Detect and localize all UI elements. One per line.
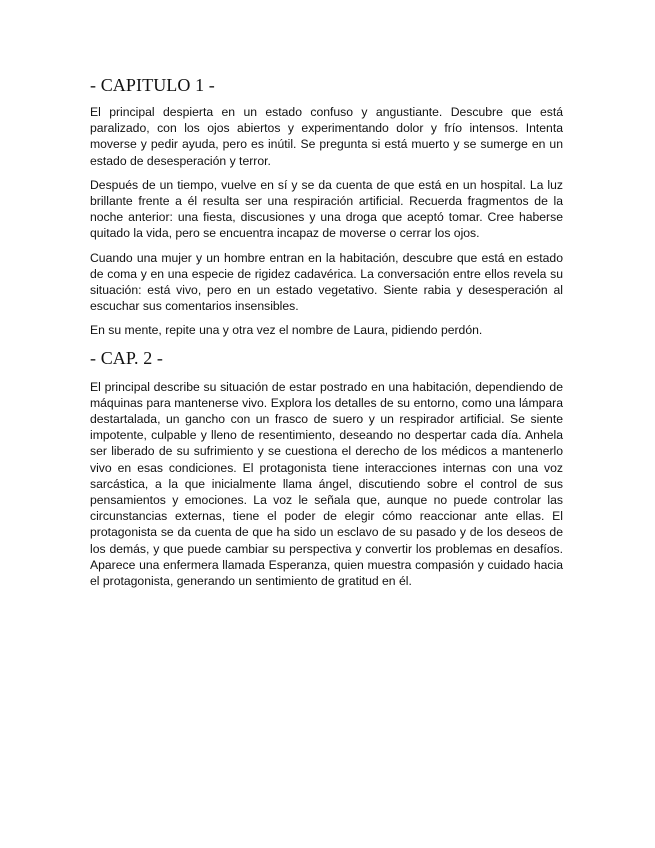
chapter-1-section (90, 74, 563, 339)
document-body (90, 74, 563, 589)
chapter-2-paragraph-1: El principal describe su situación de estar postrado en una habitación, dependiendo de máquinas para mantenerse vivo. Explora los detalles de su entorno, como una lámpara destartalada, un gancho con un frasco de suero y un respirador artificial. Se siente impotente, culpable y lleno de resentimiento, deseando no despertar cada día. Anhela ser liberado de su sufrimiento y se cuestiona el derecho de los médicos a mantenerlo vivo en esas condiciones. El protagonista tiene interacciones internas con una voz sarcástica, a la que inicialmente llama ángel, discutiendo sobre el control de sus pensamientos y emociones. La voz le señala que, aunque no puede controlar las circunstancias externas, tiene el poder de elegir cómo reaccionar ante ellas. El protagonista se da cuenta de que ha sido un esclavo de su pasado y de los deseos de los demás, y que puede cambiar su perspectiva y convertir los problemas en desafíos. Aparece una enfermera llamada Esperanza, quien muestra compasión y cuidado hacia el protagonista, generando un sentimiento de gratitud en él. (90, 379, 563, 589)
chapter-1-heading: - CAPITULO 1 - (90, 75, 215, 95)
chapter-2-heading: - CAP. 2 - (90, 347, 164, 368)
chapter-1-paragraph-2: Después de un tiempo, vuelve en sí y se da cuenta de que está en un hospital. La luz brillante frente a él resulta ser una respiración artificial. Recuerda fragmentos de la noche anterior: una fiesta, discusiones y una droga que aceptó tomar. Cree haberse quitado la vida, pero se encuentra incapaz de moverse o cerrar los ojos. (90, 177, 563, 241)
chapter-1-paragraph-4: En su mente, repite una y otra vez el nombre de Laura, pidiendo perdón. (90, 323, 483, 338)
chapter-2-section (90, 347, 563, 590)
chapter-1-paragraph-1: El principal despierta en un estado confuso y angustiante. Descubre que está paralizado, con los ojos abiertos y experimentando dolor y frío intensos. Intenta moverse y pedir ayuda, pero es inútil. Se pregunta si está muerto y se sumerge en un estado de desesperación y terror. (90, 105, 563, 168)
chapter-1-paragraph-3: Cuando una mujer y un hombre entran en la habitación, descubre que está en estado de coma y en una especie de rigidez cadavérica. La conversación entre ellos revela su situación: está vivo, pero en un estado vegetativo. Siente rabia y desesperación al escuchar sus comentarios insensibles. (90, 250, 563, 314)
